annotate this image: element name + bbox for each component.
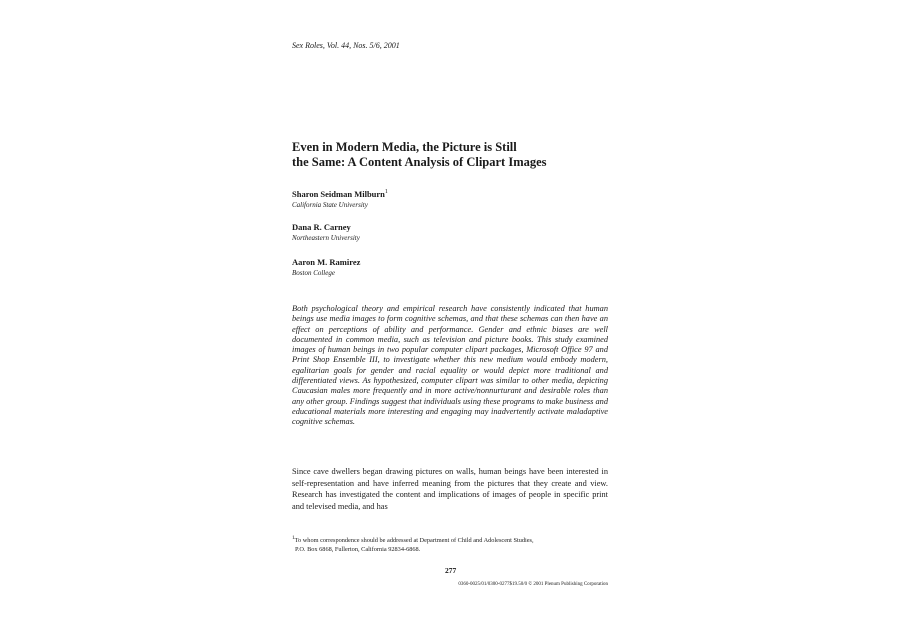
author-block xyxy=(292,187,388,210)
article-title xyxy=(292,140,632,170)
abstract: Both psychological theory and empirical research have consistently indicated that human beings use media images to form cognitive schemas, and that these schemas can then have an effect on perceptions of ability and performance. Gender and ethnic biases are well documented in common media, such as television and picture books. This study examined images of human beings in two popular computer clipart packages, Microsoft Office 97 and Print Shop Ensemble III, to investigate whether this new medium would embody modern, egalitarian goals for gender and racial equality or would depict more traditional and differentiated views. As hypothesized, computer clipart was similar to other media, depicting Caucasian males more frequently and in more active/nonnurturant and desirable roles than any other group. Findings suggest that individuals using these programs to make business and educational materials more interesting and engaging may inadvertently activate maladaptive cognitive schemas. xyxy=(292,304,608,427)
author-affiliation: Northeastern University xyxy=(292,234,360,242)
copyright-line: 0360-0025/01/0300-0277$19.50/0 © 2001 Plenum Publishing Corporation xyxy=(458,582,608,587)
title-line-1: Even in Modern Media, the Picture is Still xyxy=(292,140,517,154)
title-line-2: the Same: A Content Analysis of Clipart Images xyxy=(292,155,547,169)
footnote-line-1: $^1$To whom correspondence should be addressed at Department of Child and Adolescent Studies, xyxy=(292,535,534,545)
footnote-marker: 1 xyxy=(384,189,388,195)
footnote-line-2: P.O. Box 6868, Fullerton, California 92834-6868. xyxy=(295,546,421,554)
author-affiliation: Boston College xyxy=(292,269,335,277)
author-name: Sharon Seidman Milburn$^1$ xyxy=(292,188,388,199)
body-paragraph: Since cave dwellers began drawing pictures on walls, human beings have been interested in self-representation and have inferred meaning from the pictures that they create and view. Research has investigated the content and implications of images of people in specific print and televised media, and has xyxy=(292,467,608,511)
footnote-marker: 1 xyxy=(292,535,295,541)
author-block xyxy=(292,222,360,243)
journal-reference: Sex Roles, Vol. 44, Nos. 5/6, 2001 xyxy=(292,41,400,50)
footnote xyxy=(292,534,608,554)
page-number: 277 xyxy=(445,566,457,575)
author-name: Dana R. Carney xyxy=(292,222,351,232)
author-name: Aaron M. Ramirez xyxy=(292,257,361,267)
author-affiliation: California State University xyxy=(292,200,368,209)
author-block xyxy=(292,257,360,278)
